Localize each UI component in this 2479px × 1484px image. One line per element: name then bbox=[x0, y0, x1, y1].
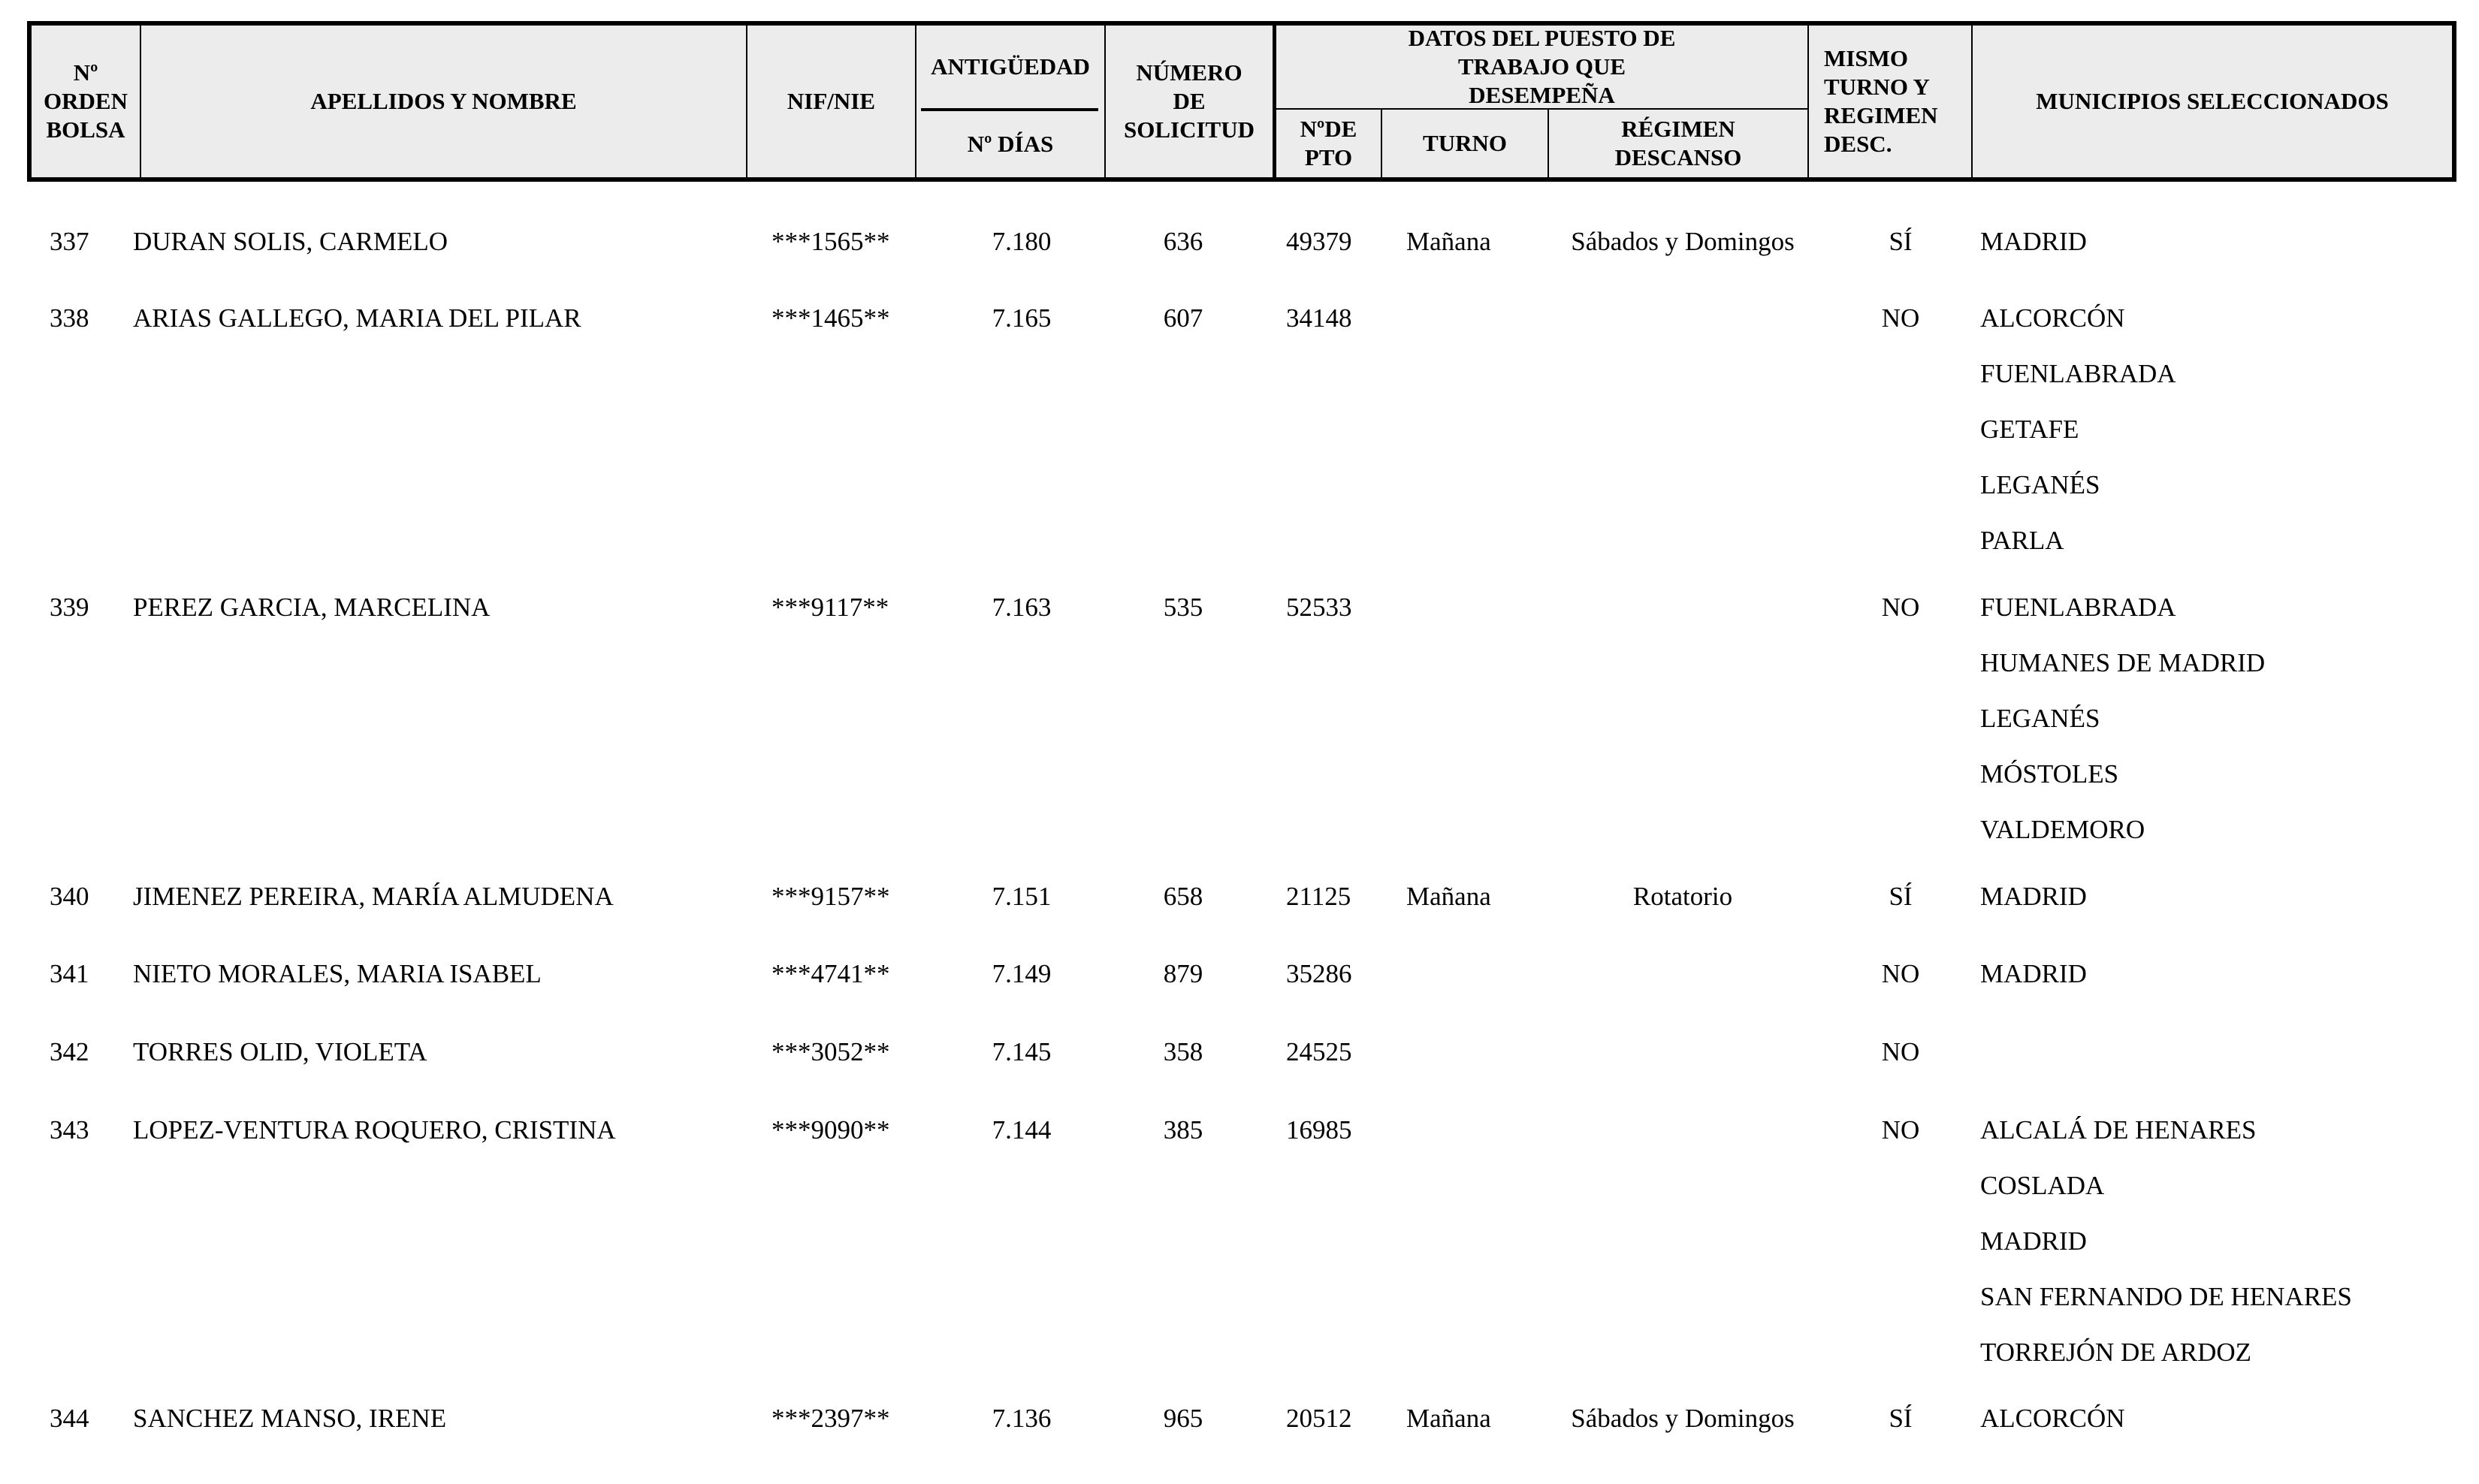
municipio-item: TORREJÓN DE ARDOZ bbox=[1980, 1338, 2252, 1367]
municipio-item: GETAFE bbox=[1980, 415, 2079, 444]
mismo-turno: SÍ bbox=[1889, 227, 1913, 256]
antiguedad-dias: 7.149 bbox=[992, 959, 1052, 988]
header-nif: NIF/NIE bbox=[787, 88, 876, 114]
puesto-number: 49379 bbox=[1286, 227, 1352, 256]
turno: Mañana bbox=[1406, 882, 1491, 911]
table-header bbox=[27, 21, 2456, 182]
header-nombre: APELLIDOS Y NOMBRE bbox=[310, 88, 577, 114]
antiguedad-dias: 7.180 bbox=[992, 227, 1052, 256]
municipio-item: FUENLABRADA bbox=[1980, 593, 2176, 622]
order-number: 343 bbox=[50, 1115, 89, 1145]
mismo-turno: NO bbox=[1881, 593, 1920, 622]
municipio-item: VALDEMORO bbox=[1980, 815, 2145, 844]
applicant-name: LOPEZ-VENTURA ROQUERO, CRISTINA bbox=[133, 1115, 616, 1145]
municipio-item: MADRID bbox=[1980, 1226, 2087, 1256]
turno: Mañana bbox=[1406, 227, 1491, 256]
mismo-turno: NO bbox=[1881, 303, 1920, 333]
regimen-descanso: Rotatorio bbox=[1632, 882, 1733, 911]
municipio-item: SAN FERNANDO DE HENARES bbox=[1980, 1282, 2352, 1311]
antiguedad-dias: 7.163 bbox=[992, 593, 1052, 622]
header-datos-puesto: DATOS DEL PUESTO DE TRABAJO QUE DESEMPEÑA bbox=[1408, 25, 1676, 108]
municipio-item: LEGANÉS bbox=[1980, 470, 2100, 499]
header-municipios: MUNICIPIOS SELECCIONADOS bbox=[2036, 88, 2389, 114]
nif-nie: ***3052** bbox=[771, 1037, 890, 1066]
municipios-list bbox=[1980, 959, 2087, 1015]
solicitud-number: 658 bbox=[1163, 882, 1203, 911]
solicitud-number: 385 bbox=[1163, 1115, 1203, 1145]
nif-nie: ***9157** bbox=[771, 882, 890, 911]
municipio-item: MADRID bbox=[1980, 959, 2087, 988]
municipio-item: COSLADA bbox=[1980, 1171, 2105, 1200]
header-turno: TURNO bbox=[1423, 130, 1507, 156]
mismo-turno: SÍ bbox=[1889, 1404, 1913, 1433]
antiguedad-dias: 7.151 bbox=[992, 882, 1052, 911]
municipios-list bbox=[1980, 227, 2087, 282]
municipio-item: PARLA bbox=[1980, 526, 2064, 555]
mismo-turno: NO bbox=[1881, 959, 1920, 988]
order-number: 344 bbox=[50, 1404, 89, 1433]
municipio-item: HUMANES DE MADRID bbox=[1980, 648, 2266, 677]
applicant-name: DURAN SOLIS, CARMELO bbox=[133, 227, 448, 256]
municipios-list bbox=[1980, 303, 2176, 581]
nif-nie: ***1565** bbox=[771, 227, 890, 256]
solicitud-number: 607 bbox=[1163, 303, 1203, 333]
solicitud-number: 636 bbox=[1163, 227, 1203, 256]
regimen-descanso: Sábados y Domingos bbox=[1571, 1404, 1795, 1433]
solicitud-number: 879 bbox=[1163, 959, 1203, 988]
nif-nie: ***2397** bbox=[771, 1404, 890, 1433]
header-pto: NºDE PTO bbox=[1300, 116, 1357, 170]
municipios-list bbox=[1980, 1115, 2352, 1393]
municipios-list bbox=[1980, 593, 2265, 870]
nif-nie: ***9117** bbox=[771, 593, 889, 622]
antiguedad-dias: 7.145 bbox=[992, 1037, 1052, 1066]
header-mismo: MISMO TURNO Y REGIMEN DESC. bbox=[1824, 45, 1938, 157]
mismo-turno: NO bbox=[1881, 1037, 1920, 1066]
municipios-list bbox=[1980, 1404, 2125, 1459]
applicant-name: NIETO MORALES, MARIA ISABEL bbox=[133, 959, 542, 988]
header-orden: Nº ORDEN BOLSA bbox=[44, 59, 128, 143]
solicitud-number: 358 bbox=[1163, 1037, 1203, 1066]
municipio-item: MÓSTOLES bbox=[1980, 759, 2119, 789]
municipios-list bbox=[1980, 882, 2087, 937]
antiguedad-dias: 7.136 bbox=[992, 1404, 1052, 1433]
municipio-item: ALCORCÓN bbox=[1980, 303, 2125, 333]
nif-nie: ***1465** bbox=[771, 303, 890, 333]
municipio-item: ALCORCÓN bbox=[1980, 1404, 2125, 1433]
header-dias: Nº DÍAS bbox=[967, 131, 1054, 157]
puesto-number: 34148 bbox=[1286, 303, 1352, 333]
puesto-number: 21125 bbox=[1286, 882, 1351, 911]
solicitud-number: 965 bbox=[1163, 1404, 1203, 1433]
antiguedad-dias: 7.144 bbox=[992, 1115, 1052, 1145]
nif-nie: ***4741** bbox=[771, 959, 890, 988]
municipio-item: MADRID bbox=[1980, 227, 2087, 256]
order-number: 340 bbox=[50, 882, 89, 911]
header-regimen: RÉGIMEN DESCANSO bbox=[1614, 116, 1742, 170]
puesto-number: 20512 bbox=[1286, 1404, 1352, 1433]
puesto-number: 24525 bbox=[1286, 1037, 1352, 1066]
mismo-turno: NO bbox=[1881, 1115, 1920, 1145]
puesto-number: 16985 bbox=[1286, 1115, 1352, 1145]
municipio-item: FUENLABRADA bbox=[1980, 359, 2176, 388]
municipio-item: LEGANÉS bbox=[1980, 704, 2100, 733]
order-number: 338 bbox=[50, 303, 89, 333]
order-number: 339 bbox=[50, 593, 89, 622]
header-solicitud: NÚMERO DE SOLICITUD bbox=[1124, 59, 1255, 143]
order-number: 337 bbox=[50, 227, 89, 256]
applicant-name: TORRES OLID, VIOLETA bbox=[133, 1037, 427, 1066]
applicant-name: JIMENEZ PEREIRA, MARÍA ALMUDENA bbox=[133, 882, 614, 911]
order-number: 341 bbox=[50, 959, 89, 988]
nif-nie: ***9090** bbox=[771, 1115, 890, 1145]
solicitud-number: 535 bbox=[1163, 593, 1203, 622]
turno: Mañana bbox=[1406, 1404, 1491, 1433]
header-antiguedad: ANTIGÜEDAD bbox=[931, 53, 1090, 80]
municipio-item: ALCALÁ DE HENARES bbox=[1980, 1115, 2257, 1145]
municipio-item: MADRID bbox=[1980, 882, 2087, 911]
order-number: 342 bbox=[50, 1037, 89, 1066]
puesto-number: 52533 bbox=[1286, 593, 1352, 622]
regimen-descanso: Sábados y Domingos bbox=[1571, 227, 1795, 256]
applicant-name: PEREZ GARCIA, MARCELINA bbox=[133, 593, 491, 622]
puesto-number: 35286 bbox=[1286, 959, 1352, 988]
antiguedad-dias: 7.165 bbox=[992, 303, 1052, 333]
applicant-name: ARIAS GALLEGO, MARIA DEL PILAR bbox=[133, 303, 581, 333]
applicant-name: SANCHEZ MANSO, IRENE bbox=[133, 1404, 447, 1433]
mismo-turno: SÍ bbox=[1889, 882, 1913, 911]
